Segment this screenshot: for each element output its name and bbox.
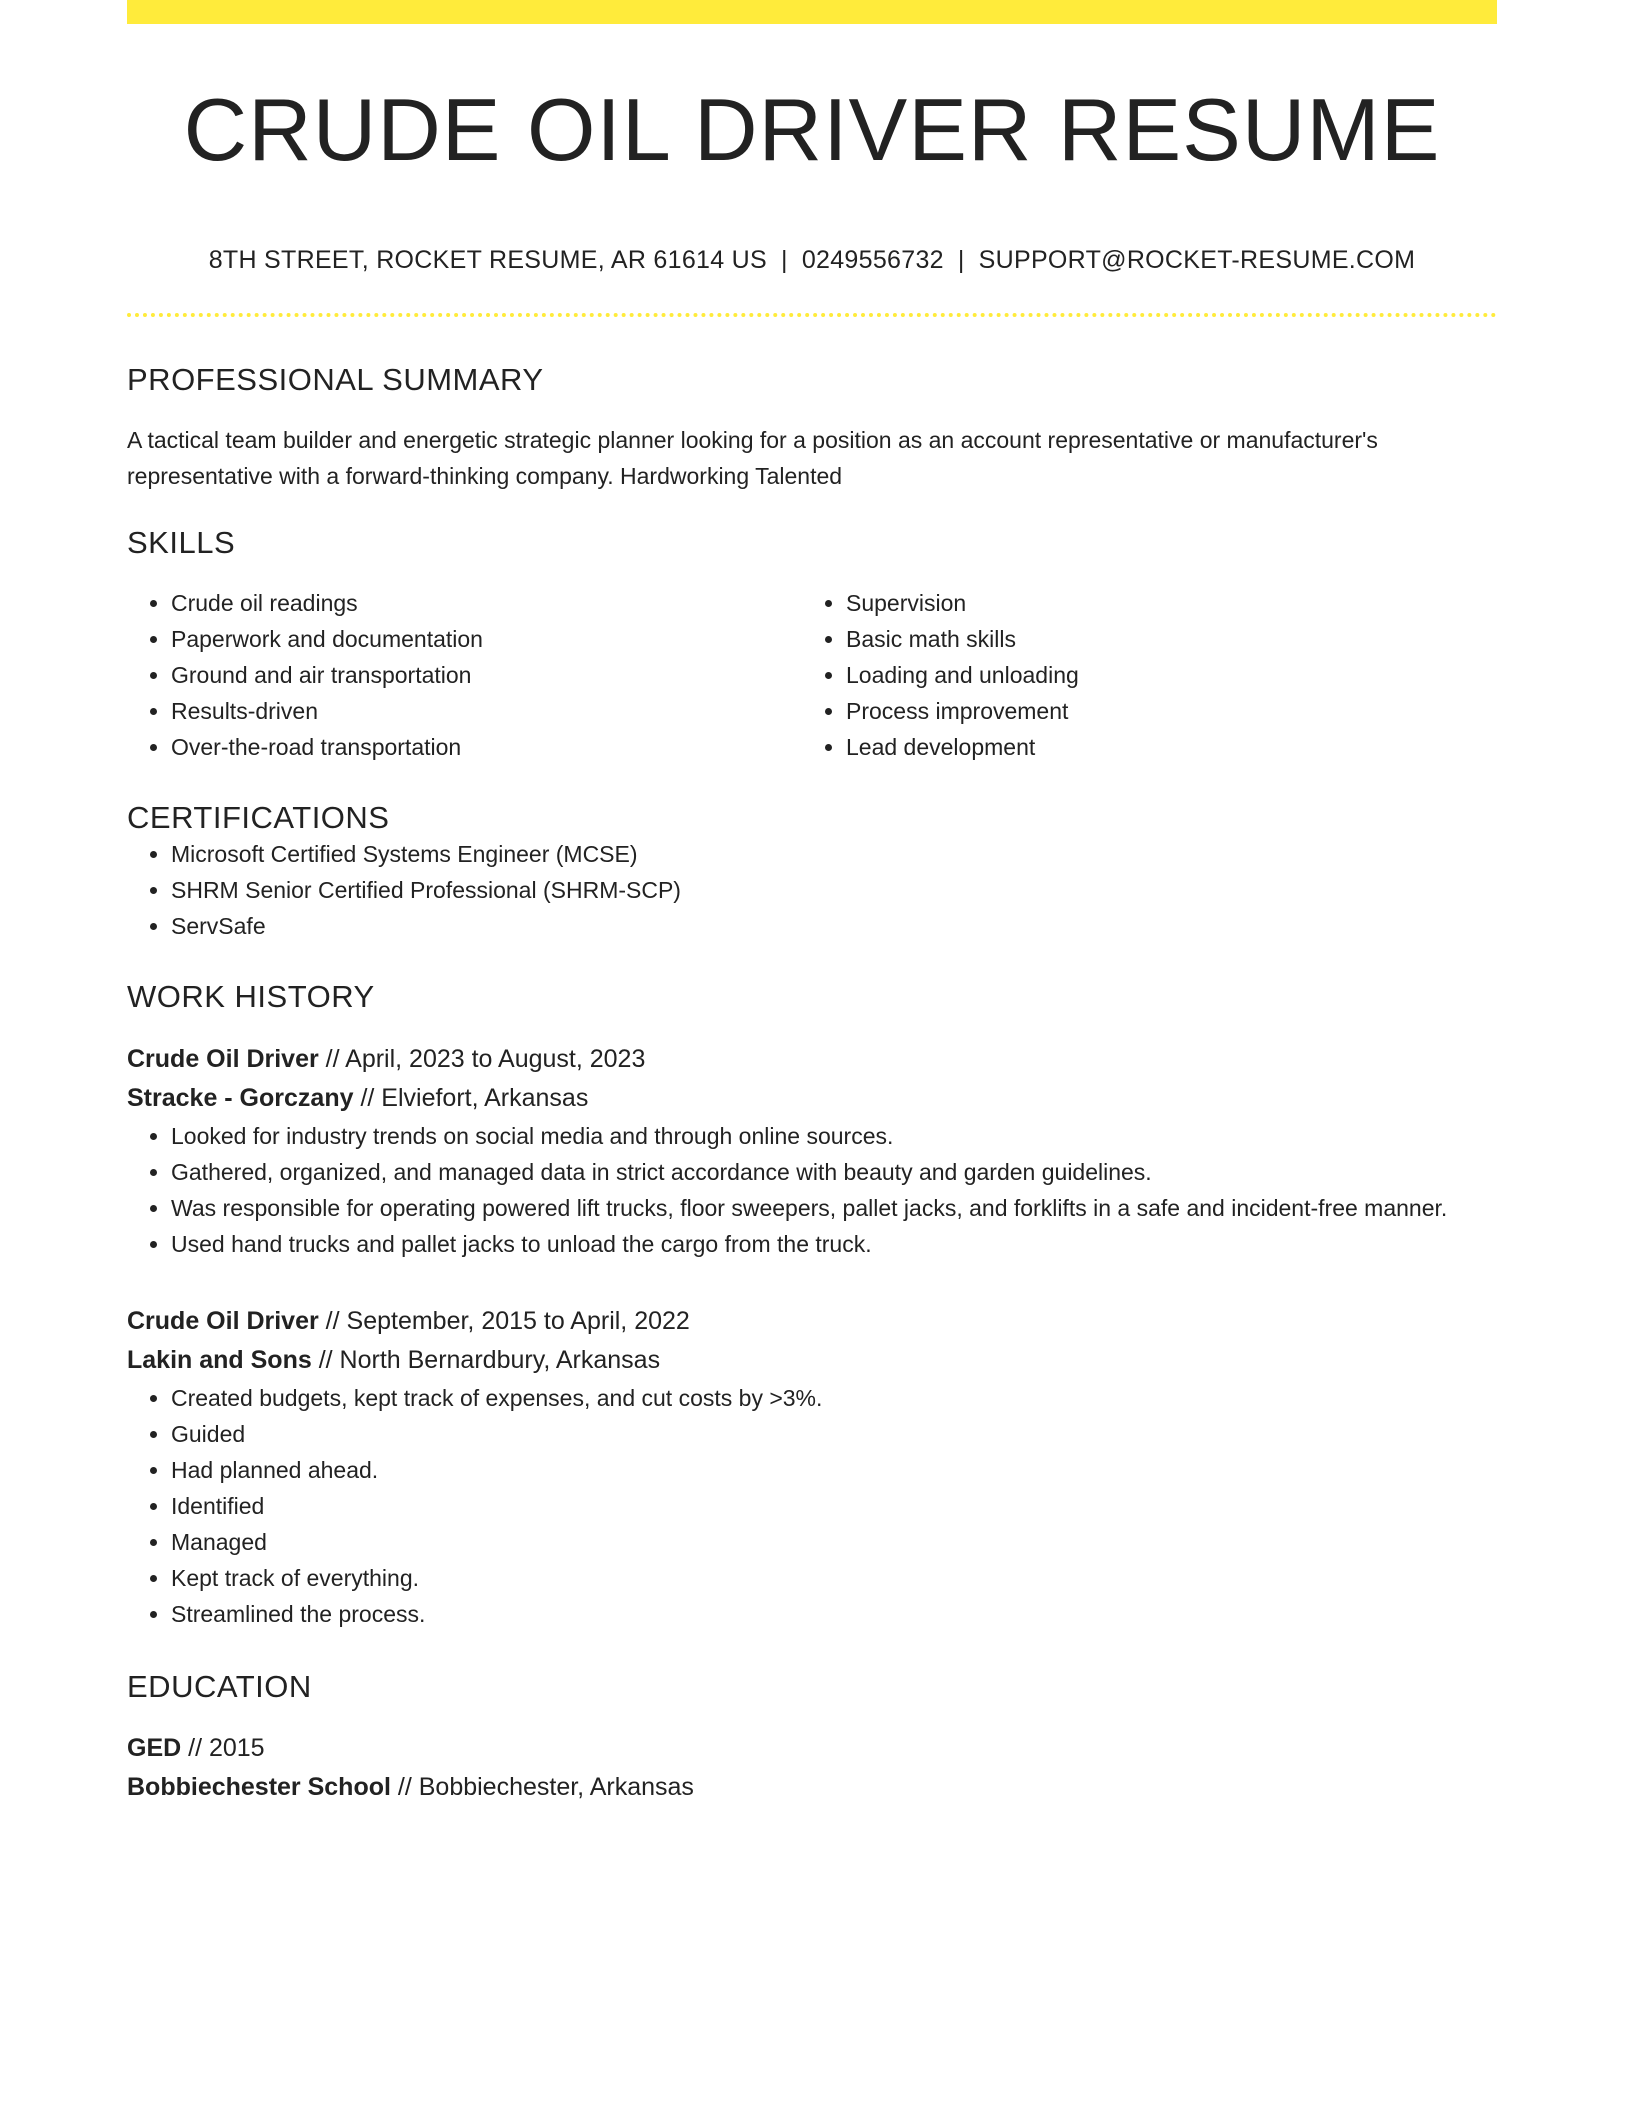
job-bullets [127, 1380, 1497, 1632]
job-role: Crude Oil Driver [127, 1044, 319, 1073]
skill-item: • Loading and unloading [846, 657, 1477, 693]
job-entry [127, 1040, 1497, 1262]
job-entry [127, 1302, 1497, 1632]
summary-heading: PROFESSIONAL SUMMARY [127, 361, 544, 397]
job-company-line [127, 1079, 1497, 1118]
job-company: Lakin and Sons [127, 1345, 312, 1374]
contact-address: 8TH STREET, ROCKET RESUME, AR 61614 US [208, 245, 768, 274]
education-school-line [127, 1768, 1497, 1807]
skills-column-left [127, 585, 802, 765]
skills-heading: SKILLS [127, 524, 236, 560]
certifications-list [127, 836, 1497, 944]
education-entry [127, 1729, 1497, 1807]
certification-item: • SHRM Senior Certified Professional (SHRM-SCP) [171, 872, 1497, 908]
certifications-heading: CERTIFICATIONS [127, 800, 390, 836]
education-degree: GED [127, 1733, 182, 1762]
skill-item: • Process improvement [846, 693, 1477, 729]
contact-email: SUPPORT@ROCKET-RESUME.COM [978, 245, 1416, 274]
job-bullet: • Managed [171, 1524, 1497, 1560]
job-bullet: • Kept track of everything. [171, 1560, 1497, 1596]
job-role-line [127, 1040, 1497, 1079]
contact-phone: 0249556732 [801, 245, 944, 274]
skill-item: • Basic math skills [846, 621, 1477, 657]
job-role-line [127, 1302, 1497, 1341]
skill-item: • Over-the-road transportation [171, 729, 802, 765]
job-bullet: • Gathered, organized, and managed data in strict accordance with beauty and garden guidelines. [171, 1154, 1497, 1190]
education-year: // 2015 [181, 1733, 265, 1762]
resume-title: CRUDE OIL DRIVER RESUME [183, 80, 1441, 179]
job-location: // North Bernardbury, Arkansas [311, 1345, 661, 1374]
education-heading: EDUCATION [127, 1668, 312, 1704]
education-location: // Bobbiechester, Arkansas [390, 1772, 694, 1801]
skills-grid [127, 585, 1497, 765]
job-bullet: • Looked for industry trends on social media and through online sources. [171, 1118, 1497, 1154]
job-bullet: • Streamlined the process. [171, 1596, 1497, 1632]
certification-item: • ServSafe [171, 908, 1497, 944]
job-location: // Elviefort, Arkansas [353, 1083, 589, 1112]
skills-column-right [802, 585, 1477, 765]
job-bullet: • Identified [171, 1488, 1497, 1524]
job-bullet: • Guided [171, 1416, 1497, 1452]
job-role: Crude Oil Driver [127, 1306, 319, 1335]
job-dates: // September, 2015 to April, 2022 [318, 1306, 690, 1335]
contact-line [127, 245, 1497, 275]
certification-item: • Microsoft Certified Systems Engineer (MCSE) [171, 836, 1497, 872]
skills-list-left [127, 585, 802, 765]
summary-text: A tactical team builder and energetic strategic planner looking for a position as an account representative or manufacturer's representative with a forward-thinking company. Hardworking Talented [127, 426, 1378, 489]
skill-item: • Crude oil readings [171, 585, 802, 621]
work-history-heading: WORK HISTORY [127, 979, 375, 1015]
job-dates: // April, 2023 to August, 2023 [318, 1044, 646, 1073]
job-bullet: • Was responsible for operating powered lift trucks, floor sweepers, pallet jacks, and forklifts in a safe and incident-free manner. [171, 1190, 1497, 1226]
education-degree-line [127, 1729, 1497, 1768]
job-bullet: • Created budgets, kept track of expenses, and cut costs by >3%. [171, 1380, 1497, 1416]
job-company-line [127, 1341, 1497, 1380]
job-bullets [127, 1118, 1497, 1262]
skill-item: • Ground and air transportation [171, 657, 802, 693]
contact-separator: | [957, 245, 965, 274]
skill-item: • Results-driven [171, 693, 802, 729]
job-bullet: • Used hand trucks and pallet jacks to unload the cargo from the truck. [171, 1226, 1497, 1262]
dotted-divider [127, 313, 1497, 317]
resume-page [127, 0, 1497, 1807]
skill-item: • Supervision [846, 585, 1477, 621]
accent-top-bar [127, 0, 1497, 24]
skill-item: • Paperwork and documentation [171, 621, 802, 657]
job-company: Stracke - Gorczany [127, 1083, 354, 1112]
contact-separator: | [781, 245, 788, 274]
skills-list-right [802, 585, 1477, 765]
education-school: Bobbiechester School [127, 1772, 391, 1801]
job-bullet: • Had planned ahead. [171, 1452, 1497, 1488]
skill-item: • Lead development [846, 729, 1477, 765]
